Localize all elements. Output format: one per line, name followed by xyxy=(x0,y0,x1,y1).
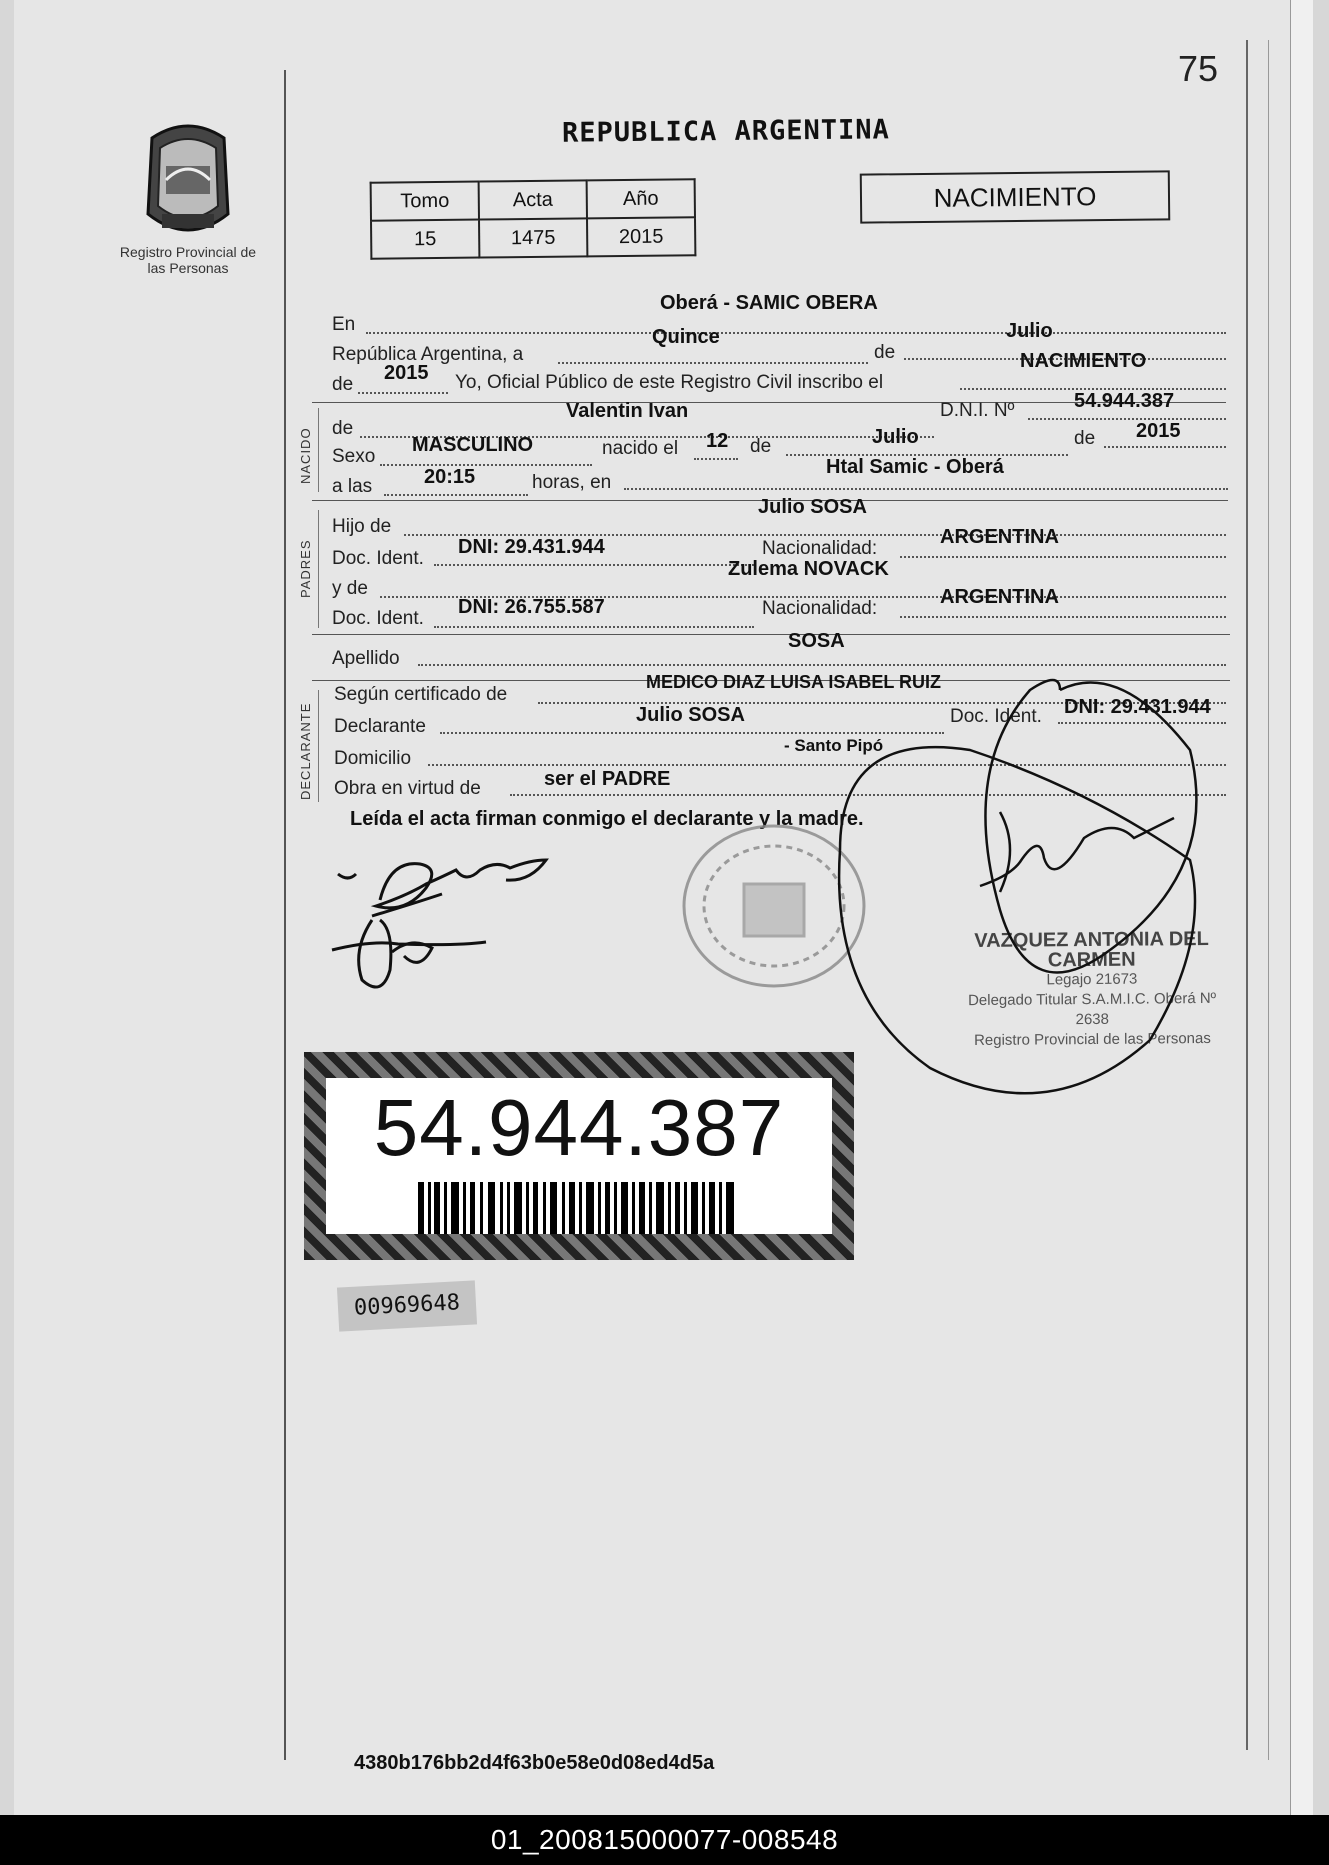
decl-doc-dots xyxy=(1058,722,1226,724)
barcode-number: 54.944.387 xyxy=(373,1083,785,1172)
cert-value: MEDICO DIAZ LUISA ISABEL RUIZ xyxy=(646,672,942,692)
file-identifier-bar: 01_200815000077-008548 xyxy=(0,1815,1329,1865)
declarante-bar xyxy=(318,690,319,802)
alas-label: a las xyxy=(332,476,373,497)
madre-doc-dots xyxy=(434,626,754,628)
de3-label: de xyxy=(332,418,354,439)
en-label: En xyxy=(332,314,356,335)
decl-dots xyxy=(440,732,944,734)
name-value: Valentin Ivan xyxy=(566,400,689,422)
padre-nac: ARGENTINA xyxy=(940,526,1059,548)
padre-nac-dots xyxy=(900,556,1226,558)
hijo-label: Hijo de xyxy=(332,516,392,537)
page-number: 75 xyxy=(1178,48,1219,89)
closing-statement: Leída el acta firman conmigo el declarante y la madre. xyxy=(350,808,864,830)
lugar-value: Htal Samic - Oberá xyxy=(826,456,1004,478)
madre-nac: ARGENTINA xyxy=(940,586,1059,608)
registry-stamp-number: 00969648 xyxy=(337,1280,477,1331)
madre-value: Zulema NOVACK xyxy=(728,558,889,580)
dni-label: D.N.I. Nº xyxy=(940,400,1015,421)
anio-header: Año xyxy=(587,179,695,218)
birth-month: Julio xyxy=(872,426,919,448)
record-type-box: NACIMIENTO xyxy=(860,170,1171,223)
dni-dots xyxy=(1028,418,1226,420)
sexo-value: MASCULINO xyxy=(412,434,534,456)
doc-label: Doc. Ident. xyxy=(332,548,424,569)
year-value: 2015 xyxy=(384,362,429,384)
day-dots xyxy=(558,362,868,364)
acta-header: Acta xyxy=(479,180,587,219)
dom-label: Domicilio xyxy=(334,748,412,769)
anio-value: 2015 xyxy=(587,217,695,256)
official-stamp xyxy=(951,929,1232,1051)
nacido-label: nacido el xyxy=(602,438,679,459)
apellido-label: Apellido xyxy=(332,648,400,669)
tomo-header: Tomo xyxy=(371,182,479,221)
nac2-label: Nacionalidad: xyxy=(762,598,878,619)
tomo-value: 15 xyxy=(371,220,479,259)
dni-value: 54.944.387 xyxy=(1074,390,1175,412)
doc2-label: Doc. Ident. xyxy=(332,608,424,629)
madre-nac-dots xyxy=(900,616,1226,618)
sheet-edge xyxy=(1290,0,1313,1815)
barcode-label xyxy=(326,1078,832,1234)
birth-day: 12 xyxy=(706,430,729,452)
rep-label: República Argentina, a xyxy=(332,344,524,365)
document-hash: 4380b176bb2d4f63b0e58e0d08ed4d5a xyxy=(354,1752,715,1774)
nac-label: Nacionalidad: xyxy=(762,538,878,559)
acta-value: 1475 xyxy=(479,218,587,257)
en-value: Oberá - SAMIC OBERA xyxy=(660,292,878,314)
obra-dots xyxy=(510,794,1226,796)
hora-dots xyxy=(384,494,528,496)
horas-label: horas, en xyxy=(532,472,612,493)
apellido-dots xyxy=(418,664,1226,666)
year-dots xyxy=(358,392,448,394)
birth-year: 2015 xyxy=(1136,420,1181,442)
decl-doc-label: Doc. Ident. xyxy=(950,706,1042,727)
official-legajo: Legajo 21673 xyxy=(1046,970,1138,989)
dom-value: - Santo Pipó xyxy=(784,736,884,755)
record-table xyxy=(370,178,697,259)
padre-doc-dots xyxy=(434,564,754,566)
section-declarante: DECLARANTE xyxy=(298,702,313,800)
right-margin-line xyxy=(1246,40,1248,1750)
decl-value: Julio SOSA xyxy=(636,704,745,726)
inscribe-value: NACIMIENTO xyxy=(1020,350,1147,372)
padres-bar xyxy=(318,510,319,628)
de-label: de xyxy=(874,342,896,363)
section-padres: PADRES xyxy=(298,539,313,598)
month-value: Julio xyxy=(1006,320,1053,342)
official-text: Yo, Oficial Público de este Registro Civil inscribo el xyxy=(455,372,884,393)
barcode-bars-icon xyxy=(418,1182,738,1234)
official-registry: Registro Provincial de las Personas xyxy=(973,1029,1211,1050)
en-dots xyxy=(366,332,1226,334)
obra-value: ser el PADRE xyxy=(544,768,671,790)
sexo-dots xyxy=(380,464,592,466)
apellido-value: SOSA xyxy=(788,630,845,652)
barcode-sticker xyxy=(304,1052,854,1260)
lugar-dots xyxy=(624,488,1228,490)
padre-value: Julio SOSA xyxy=(758,496,867,518)
official-role: Delegado Titular S.A.M.I.C. Oberá Nº 2638 xyxy=(967,989,1217,1029)
document-heading: REPUBLICA ARGENTINA xyxy=(561,114,891,149)
decl-label: Declarante xyxy=(334,716,426,737)
official-name: VAZQUEZ ANTONIA DEL CARMEN xyxy=(974,927,1209,972)
hora-value: 20:15 xyxy=(424,466,476,488)
left-margin-line xyxy=(284,70,286,1760)
de2-label: de xyxy=(332,374,354,395)
section-nacido: NACIDO xyxy=(298,427,313,484)
provincial-seal-icon xyxy=(138,118,238,242)
padres-rule xyxy=(312,634,1230,635)
seal-caption: Registro Provincial de las Personas xyxy=(119,244,257,276)
day-value: Quince xyxy=(652,326,720,348)
de4-label: de xyxy=(750,436,772,457)
nacido-bar xyxy=(318,408,319,492)
cert-label: Según certificado de xyxy=(334,684,508,705)
de5-label: de xyxy=(1074,428,1096,449)
sexo-label: Sexo xyxy=(332,446,376,467)
padre-doc: DNI: 29.431.944 xyxy=(458,536,605,558)
dom-dots xyxy=(428,764,1226,766)
decl-doc-value: DNI: 29.431.944 xyxy=(1064,696,1211,718)
yde-label: y de xyxy=(332,578,368,599)
madre-doc: DNI: 26.755.587 xyxy=(458,596,605,618)
bday-dots xyxy=(694,458,738,460)
obra-label: Obra en virtud de xyxy=(334,778,481,799)
byear-dots xyxy=(1104,446,1226,448)
right-edge-line xyxy=(1268,40,1269,1760)
